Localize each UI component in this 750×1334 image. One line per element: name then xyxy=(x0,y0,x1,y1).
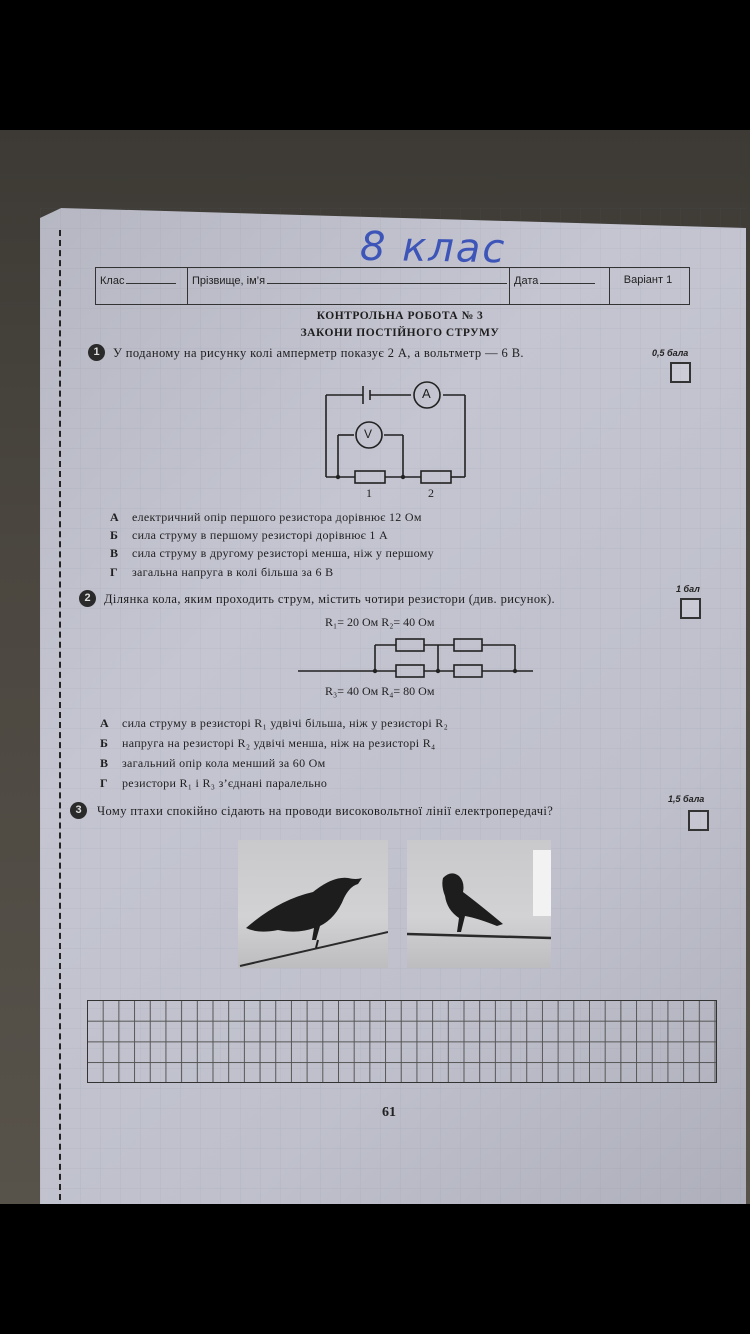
q1-answer-box[interactable] xyxy=(670,362,691,383)
student-header xyxy=(95,267,690,305)
q1-option-b[interactable]: Б сила струму в першому резисторі дорівнює 1 А xyxy=(110,528,388,542)
q2-score: 1 бал xyxy=(676,584,700,594)
date-label: Дата xyxy=(514,275,539,287)
starling-icon xyxy=(238,840,388,968)
variant-cell: Варіант 1 xyxy=(623,274,673,286)
starling-icon-2 xyxy=(407,840,551,968)
cut-line xyxy=(59,230,61,1200)
q2-top-values: R₁= 20 Ом R₂= 40 Ом xyxy=(325,615,435,629)
work-subtitle: ЗАКОНИ ПОСТІЙНОГО СТРУМУ xyxy=(300,327,500,339)
q1-score: 0,5 бала xyxy=(652,348,689,358)
bird-photo-2 xyxy=(407,840,551,968)
q1-resistor-1 xyxy=(355,471,385,483)
q1-resistor-2 xyxy=(421,471,451,483)
q1-option-c[interactable]: В сила струму в другому резисторі менша, ніж у першому xyxy=(110,546,434,560)
ammeter-label: A xyxy=(422,386,431,401)
q2-circuit-diagram xyxy=(298,635,533,680)
q1-resistor-1-label: 1 xyxy=(366,486,372,500)
q3-score: 1,5 бала xyxy=(668,794,705,804)
q1-number: 1 xyxy=(88,344,105,361)
class-cell xyxy=(96,268,188,304)
q2-answer-box[interactable] xyxy=(680,598,701,619)
page-number: 61 xyxy=(382,1105,396,1120)
q1-circuit-diagram xyxy=(318,380,474,505)
q2-option-a[interactable]: А сила струму в резисторі R₁ удвічі більша, ніж у резисторі R₂ xyxy=(100,716,449,730)
q1-option-d[interactable]: Г загальна напруга в колі більша за 6 В xyxy=(110,565,334,579)
q2-text: Ділянка кола, яким проходить струм, містить чотири резистори (див. рисунок). xyxy=(104,592,556,606)
name-cell xyxy=(188,268,510,304)
q3-answer-box[interactable] xyxy=(688,810,709,831)
q2-bottom-values: R₃= 40 Ом R₄= 80 Ом xyxy=(325,684,435,698)
voltmeter-label: V xyxy=(364,427,373,441)
resistor-r1 xyxy=(396,639,424,651)
work-title: КОНТРОЛЬНА РОБОТА № 3 xyxy=(316,310,484,322)
q2-option-d[interactable]: Г резистори R₁ і R₃ з’єднані паралельно xyxy=(100,776,328,790)
resistor-r4 xyxy=(454,665,482,677)
answer-grid[interactable] xyxy=(87,1000,717,1083)
date-cell xyxy=(510,268,610,304)
name-label: Прізвище, ім’я xyxy=(192,275,266,287)
handwritten-grade: 8 клас xyxy=(359,223,507,273)
q1-resistor-2-label: 2 xyxy=(428,486,434,500)
q3-number: 3 xyxy=(70,802,87,819)
q2-option-c[interactable]: В загальний опір кола менший за 60 Ом xyxy=(100,756,326,770)
q1-option-a[interactable]: А електричний опір першого резистора дорівнює 12 Ом xyxy=(110,510,422,524)
q2-number: 2 xyxy=(79,590,96,607)
class-label: Клас xyxy=(100,275,125,287)
resistor-r2 xyxy=(454,639,482,651)
bird-photo-1 xyxy=(238,840,388,968)
q1-text: У поданому на рисунку колі амперметр показує 2 А, а вольтметр — 6 В. xyxy=(113,346,524,360)
q2-option-b[interactable]: Б напруга на резисторі R₂ удвічі менша, ніж на резисторі R₄ xyxy=(100,736,436,750)
resistor-r3 xyxy=(396,665,424,677)
q3-text: Чому птахи спокійно сідають на проводи високовольтної лінії електропередачі? xyxy=(97,804,554,818)
photo-background xyxy=(0,130,750,1204)
